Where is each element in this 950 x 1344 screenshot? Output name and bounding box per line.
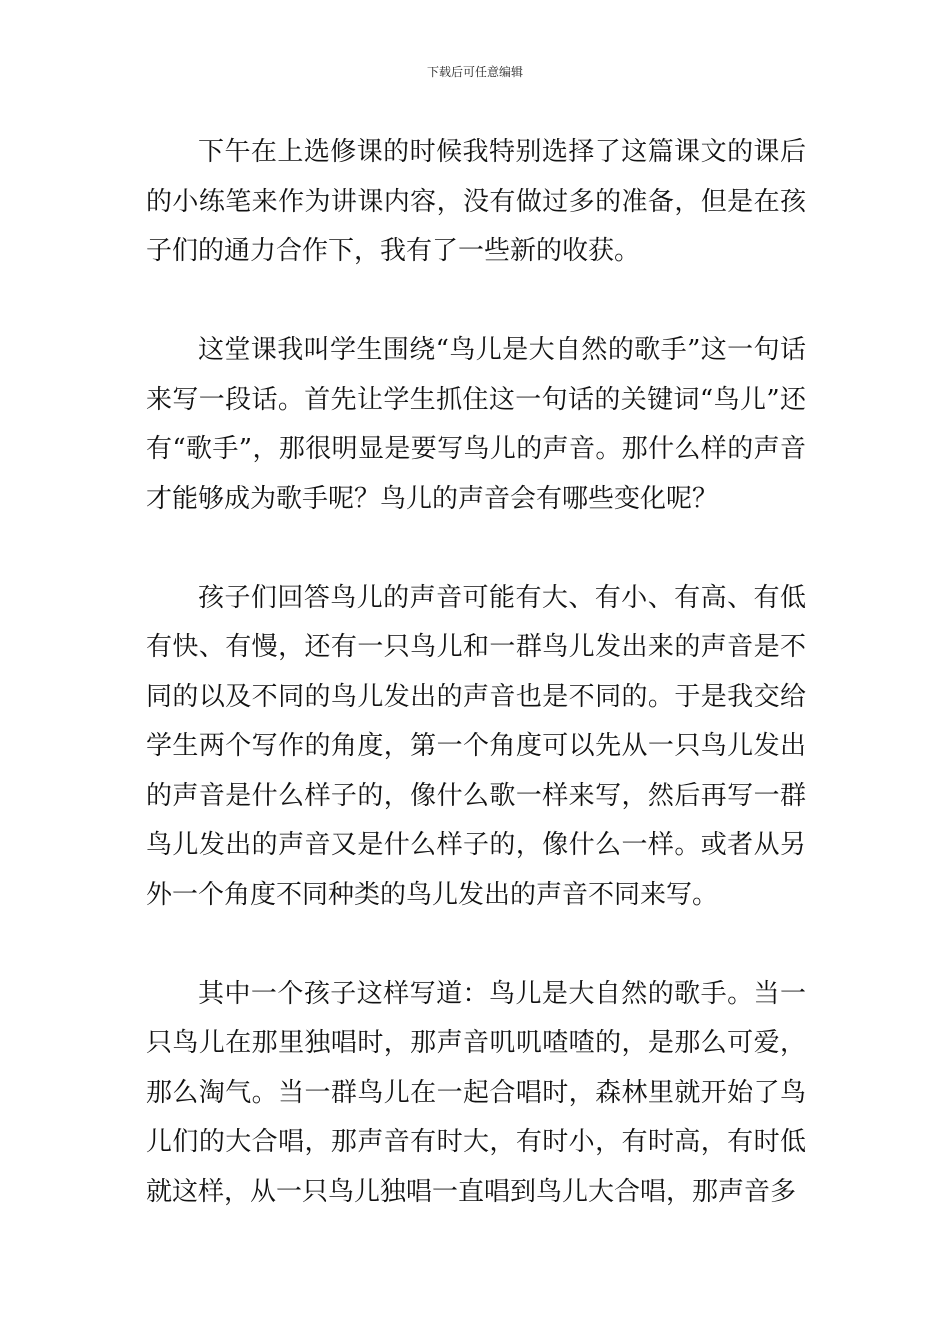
paragraph-gap (146, 524, 806, 574)
paragraph-2: 这堂课我叫学生围绕“鸟儿是大自然的歌手”这一句话来写一段话。首先让学生抓住这一句话的关键词“鸟儿”还有“歌手”，那很明显是要写鸟儿的声音。那什么样的声音才能够成为歌手呢？鸟儿的声音会有哪些变化呢？ (146, 335, 806, 514)
document-body (146, 128, 806, 1217)
paragraph-gap (146, 277, 806, 327)
paragraph-gap (146, 920, 806, 970)
header-note: 下载后可任意编辑 (426, 65, 523, 79)
paragraph-4: 其中一个孩子这样写道：鸟儿是大自然的歌手。当一只鸟儿在那里独唱时，那声音叽叽喳喳的，是那么可爱，那么淘气。当一群鸟儿在一起合唱时，森林里就开始了鸟儿们的大合唱，那声音有时大，有时小，有时高，有时低就这样，从一只鸟儿独唱一直唱到鸟儿大合唱，那声音多 (146, 978, 806, 1207)
paragraph-1: 下午在上选修课的时候我特别选择了这篇课文的课后的小练笔来作为讲课内容，没有做过多的准备，但是在孩子们的通力合作下，我有了一些新的收获。 (146, 137, 806, 266)
paragraph-3: 孩子们回答鸟儿的声音可能有大、有小、有高、有低有快、有慢，还有一只鸟儿和一群鸟儿发出来的声音是不同的以及不同的鸟儿发出的声音也是不同的。于是我交给学生两个写作的角度，第一个角度可以先从一只鸟儿发出的声音是什么样子的，像什么歌一样来写，然后再写一群鸟儿发出的声音又是什么样子的，像什么一样。或者从另外一个角度不同种类的鸟儿发出的声音不同来写。 (146, 582, 806, 910)
